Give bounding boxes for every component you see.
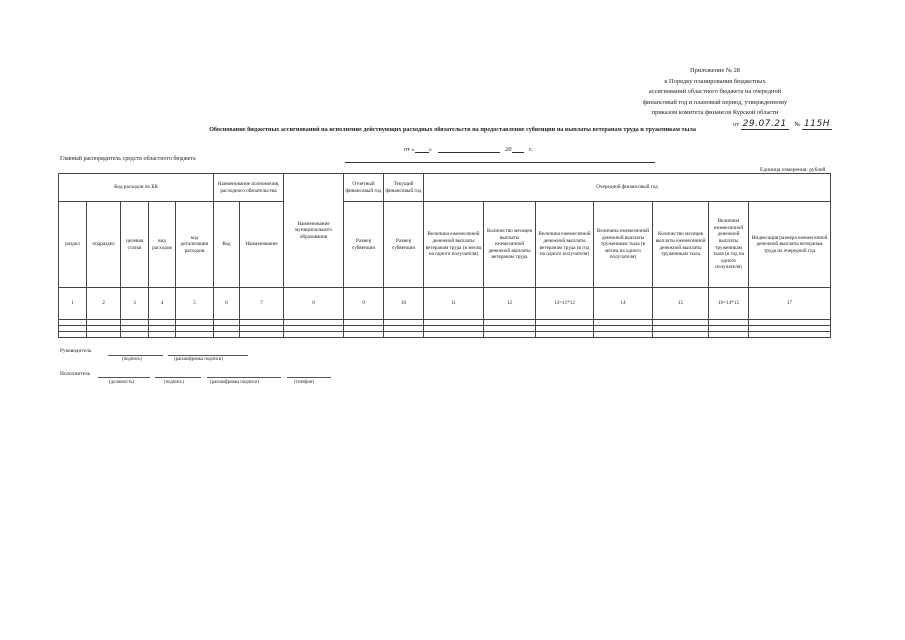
col-num: 17: [749, 288, 831, 320]
col-num: 7: [240, 288, 284, 320]
col-num: 8: [284, 288, 344, 320]
head-caption-name: (расшифровка подписи): [174, 357, 223, 362]
head-name-line: [168, 355, 248, 356]
header-obligation-group: Наименование полномочия, расходного обязательства: [214, 174, 284, 202]
header-col-14: Величина ежемесячной денежной выплаты труженикам тыла (в месяц на одного получателя): [594, 202, 653, 288]
executor-caption-phone: (телефон): [294, 380, 315, 385]
header-detail-code: код детализации расходов: [176, 202, 214, 288]
date-suffix: г.: [529, 146, 533, 153]
distributor-label: Главный распорядитель средств областного бюджета: [60, 156, 196, 162]
executor-caption-name: (расшифровка подписи): [210, 380, 259, 385]
appendix-date-prefix: от: [733, 120, 740, 128]
day-blank: [415, 145, 429, 153]
header-municipality: Наименование муниципального образования: [284, 174, 344, 288]
col-num: 6: [214, 288, 240, 320]
col-num: 4: [149, 288, 176, 320]
executor-caption-sign: (подпись): [164, 380, 184, 385]
date-year: 20: [505, 146, 512, 153]
executor-label: Исполнитель: [60, 371, 91, 377]
header-col-13: Величина ежемесячной денежной выплаты ветеранам труда (в год на одного получателя): [536, 202, 594, 288]
head-caption-sign: (подпись): [122, 357, 142, 362]
date-close: »: [428, 146, 432, 153]
col-num: 9: [344, 288, 384, 320]
col-num: 15: [653, 288, 709, 320]
header-col-16: Величина ежемесячной денежной выплаты труженикам тыла (в год на одного получателя): [709, 202, 749, 288]
executor-caption-position: (должность): [109, 380, 135, 385]
header-code: Код: [214, 202, 240, 288]
table-row: [59, 332, 831, 338]
col-num: 1: [59, 288, 87, 320]
budget-table: [58, 173, 831, 338]
col-num: 12: [484, 288, 536, 320]
header-col-11: Величина ежемесячной денежной выплаты ветеранам труда (в месяц на одного получателя): [424, 202, 484, 288]
col-num: 11: [424, 288, 484, 320]
header-col-15: Количество месяцев выплаты ежемесячной денежной выплаты труженикам тыла: [653, 202, 709, 288]
col-num: 16=14*15: [709, 288, 749, 320]
appendix-number-value: 115Н: [804, 118, 830, 129]
header-reporting-year: Отчетный финансовый год: [344, 174, 384, 202]
header-name: Наименование: [240, 202, 284, 288]
header-kbk-group: Код расходов по БК: [59, 174, 214, 202]
col-num: 13=11*12: [536, 288, 594, 320]
appendix-date-value: 29.07.21: [742, 118, 787, 129]
header-expense-type: вид расходов: [149, 202, 176, 288]
executor-name-line: [207, 377, 281, 378]
header-current-year: Текущий финансовый год: [384, 174, 424, 202]
col-num: 5: [176, 288, 214, 320]
month-blank: [438, 145, 500, 153]
header-podrazdel: подраздел: [87, 202, 121, 288]
date-from: от «: [404, 146, 415, 153]
header-subvention-reporting: Размер субвенции: [344, 202, 384, 288]
executor-phone-line: [287, 377, 331, 378]
header-subvention-current: Размер субвенции: [384, 202, 424, 288]
head-label: Руководитель: [60, 348, 92, 354]
appendix-line-4: финансовый год и плановый период, утвержденному: [642, 98, 788, 106]
col-num: 14: [594, 288, 653, 320]
col-num: 3: [121, 288, 149, 320]
document-title: Обоснование бюджетных ассигнований на исполнение действующих расходных обязательств на предоставление субвенции на выплаты ветеранам труда и труженикам тыла: [209, 126, 696, 133]
appendix-line-5: приказом комитета финансов Курской области: [651, 109, 779, 116]
appendix-number-prefix: №: [794, 120, 801, 128]
header-next-year: Очередной финансовый год: [424, 174, 831, 202]
date-line: [404, 145, 533, 153]
col-num: 2: [87, 288, 121, 320]
col-num: 10: [384, 288, 424, 320]
appendix-block: [590, 66, 840, 130]
header-target-article: целевая статья: [121, 202, 149, 288]
head-sign-line: [108, 355, 163, 356]
column-number-row: [59, 288, 831, 320]
distributor-line: [345, 162, 655, 163]
executor-position-line: [98, 377, 150, 378]
header-razdel: раздел: [59, 202, 87, 288]
unit-label: Единица измерения: рублей: [760, 167, 826, 173]
appendix-line-1: Приложение № 28: [690, 67, 740, 74]
header-col-17: Индексация размера ежемесячной денежной выплаты ветеранам труда на очередной год: [749, 202, 831, 288]
executor-sign-line: [155, 377, 201, 378]
appendix-line-3: ассигнований областного бюджета на очередной: [648, 88, 782, 95]
year-blank: [512, 145, 524, 153]
header-col-12: Количество месяцев выплаты ежемесячной денежной выплаты ветеранам труда: [484, 202, 536, 288]
appendix-line-2: к Порядку планирования бюджетных: [664, 77, 766, 85]
